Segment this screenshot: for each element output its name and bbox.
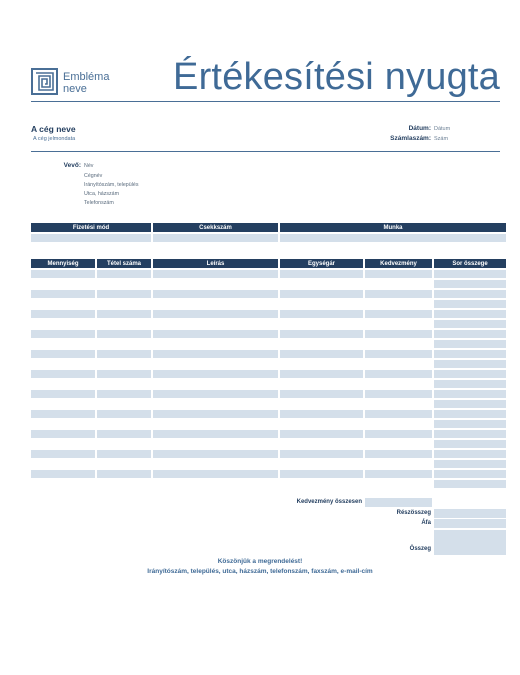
document-title: Értékesítési nyugta: [173, 56, 500, 98]
footer-contact-line: Irányítószám, település, utca, házszám, telefonszám, faxszám, e-mail-cím: [147, 568, 373, 575]
item-cell[interactable]: [31, 290, 95, 298]
item-cell[interactable]: [365, 290, 432, 298]
buyer-phone: Telefonszám: [84, 200, 114, 206]
subtotal-label: Részösszeg: [396, 510, 431, 516]
line-total-cell[interactable]: [434, 460, 506, 468]
item-cell[interactable]: [280, 430, 363, 438]
item-cell[interactable]: [280, 310, 363, 318]
item-cell[interactable]: [153, 390, 278, 398]
check-number-header: Csekkszám: [153, 223, 278, 232]
line-total-cell[interactable]: [434, 440, 506, 448]
item-cell[interactable]: [365, 350, 432, 358]
job-header: Munka: [280, 223, 506, 232]
item-cell[interactable]: [97, 350, 151, 358]
logo-icon: [31, 68, 58, 95]
item-cell[interactable]: [280, 450, 363, 458]
line-total-cell[interactable]: [434, 380, 506, 388]
item-cell[interactable]: [97, 290, 151, 298]
item-cell[interactable]: [97, 430, 151, 438]
item-cell[interactable]: [97, 410, 151, 418]
line-total-cell[interactable]: [434, 370, 506, 378]
item-cell[interactable]: [31, 350, 95, 358]
item-cell[interactable]: [153, 270, 278, 278]
vat-label: Áfa: [421, 520, 431, 526]
item-cell[interactable]: [31, 470, 95, 478]
item-cell[interactable]: [153, 310, 278, 318]
line-total-header: Sor összege: [434, 259, 506, 268]
item-cell[interactable]: [365, 450, 432, 458]
company-divider: [31, 151, 500, 152]
item-number-header: Tétel száma: [97, 259, 151, 268]
line-total-cell[interactable]: [434, 350, 506, 358]
job-cell[interactable]: [280, 234, 506, 242]
item-cell[interactable]: [153, 470, 278, 478]
line-total-cell[interactable]: [434, 340, 506, 348]
line-total-cell[interactable]: [434, 400, 506, 408]
discount-header: Kedvezmény: [365, 259, 432, 268]
line-total-cell[interactable]: [434, 470, 506, 478]
line-total-cell[interactable]: [434, 270, 506, 278]
line-total-cell[interactable]: [434, 430, 506, 438]
item-cell[interactable]: [31, 310, 95, 318]
line-total-cell[interactable]: [434, 360, 506, 368]
item-cell[interactable]: [31, 410, 95, 418]
quantity-header: Mennyiség: [31, 259, 95, 268]
buyer-label: Vevő:: [63, 162, 81, 169]
buyer-name: Név: [84, 163, 94, 169]
line-total-cell[interactable]: [434, 310, 506, 318]
item-cell[interactable]: [365, 390, 432, 398]
line-total-cell[interactable]: [434, 420, 506, 428]
buyer-company: Cégnév: [84, 173, 103, 179]
item-cell[interactable]: [31, 270, 95, 278]
logo-name: [63, 71, 123, 95]
item-cell[interactable]: [365, 270, 432, 278]
date-value: Dátum: [434, 126, 451, 132]
item-cell[interactable]: [97, 310, 151, 318]
line-total-cell[interactable]: [434, 410, 506, 418]
discount-total-label: Kedvezmény összesen: [296, 499, 362, 505]
total-cell[interactable]: [434, 530, 506, 555]
item-cell[interactable]: [97, 270, 151, 278]
total-label: Összeg: [409, 546, 431, 552]
item-cell[interactable]: [153, 370, 278, 378]
item-cell[interactable]: [97, 450, 151, 458]
date-label: Dátum:: [408, 125, 431, 132]
item-cell[interactable]: [365, 310, 432, 318]
item-cell[interactable]: [280, 290, 363, 298]
line-total-cell[interactable]: [434, 480, 506, 488]
description-header: Leírás: [153, 259, 278, 268]
item-cell[interactable]: [153, 410, 278, 418]
item-cell[interactable]: [280, 390, 363, 398]
invoice-number-value: Szám: [434, 136, 449, 142]
subtotal-cell[interactable]: [434, 509, 506, 518]
item-cell[interactable]: [365, 370, 432, 378]
buyer-street: Utca, házszám: [84, 191, 120, 197]
item-cell[interactable]: [153, 430, 278, 438]
line-total-cell[interactable]: [434, 320, 506, 328]
item-cell[interactable]: [280, 350, 363, 358]
item-cell[interactable]: [97, 390, 151, 398]
vat-cell[interactable]: [434, 519, 506, 528]
company-name: A cég neve: [31, 124, 76, 134]
item-cell[interactable]: [365, 330, 432, 338]
discount-total-cell[interactable]: [365, 498, 432, 507]
item-cell[interactable]: [97, 470, 151, 478]
item-cell[interactable]: [280, 330, 363, 338]
line-total-cell[interactable]: [434, 280, 506, 288]
logo-line-1: Embléma: [63, 71, 110, 83]
payment-method-header: Fizetési mód: [31, 223, 151, 232]
payment-method-cell[interactable]: [31, 234, 151, 242]
line-total-cell[interactable]: [434, 330, 506, 338]
invoice-number-label: Számlaszám:: [390, 135, 431, 142]
item-cell[interactable]: [365, 410, 432, 418]
logo-line-2: neve: [63, 83, 87, 95]
line-total-cell[interactable]: [434, 450, 506, 458]
item-cell[interactable]: [365, 430, 432, 438]
item-cell[interactable]: [153, 450, 278, 458]
item-cell[interactable]: [31, 330, 95, 338]
header-divider: [31, 101, 500, 102]
item-cell[interactable]: [280, 410, 363, 418]
item-cell[interactable]: [31, 450, 95, 458]
item-cell[interactable]: [365, 470, 432, 478]
line-total-cell[interactable]: [434, 390, 506, 398]
item-cell[interactable]: [280, 470, 363, 478]
item-cell[interactable]: [153, 290, 278, 298]
item-cell[interactable]: [97, 330, 151, 338]
item-cell[interactable]: [31, 390, 95, 398]
item-cell[interactable]: [280, 270, 363, 278]
maze-icon: [35, 72, 54, 91]
item-cell[interactable]: [97, 370, 151, 378]
thank-you-note: Köszönjük a megrendelést!: [217, 558, 303, 565]
unit-price-header: Egységár: [280, 259, 363, 268]
company-slogan: A cég jelmondata: [33, 136, 76, 142]
item-cell[interactable]: [153, 330, 278, 338]
line-total-cell[interactable]: [434, 300, 506, 308]
item-cell[interactable]: [153, 350, 278, 358]
check-number-cell[interactable]: [153, 234, 278, 242]
buyer-zip-city: Irányítószám, település: [84, 182, 139, 188]
item-cell[interactable]: [31, 370, 95, 378]
item-cell[interactable]: [280, 370, 363, 378]
item-cell[interactable]: [31, 430, 95, 438]
line-total-cell[interactable]: [434, 290, 506, 298]
